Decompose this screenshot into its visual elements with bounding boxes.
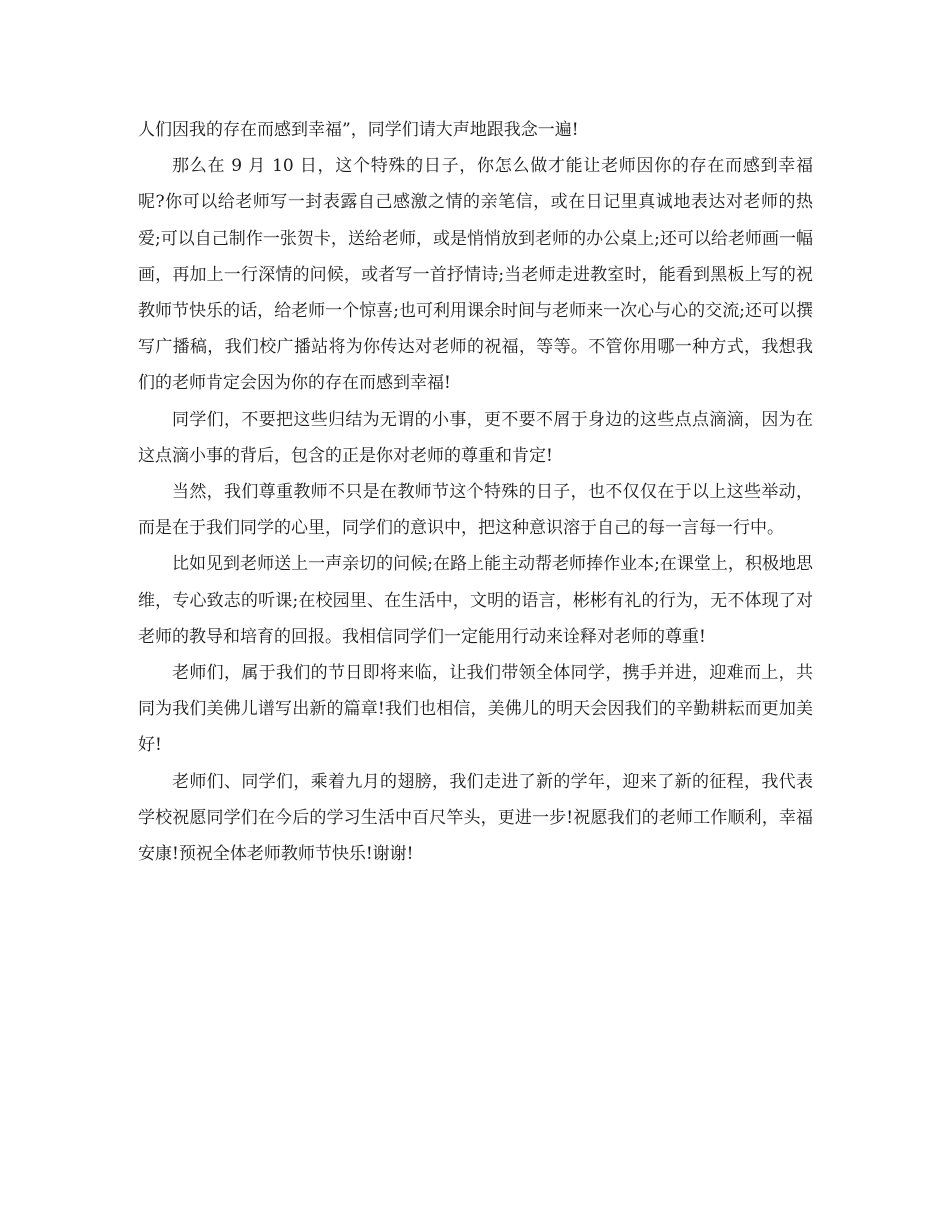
paragraph-2: 那么在 9 月 10 日，这个特殊的日子，你怎么做才能让老师因你的存在而感到幸福呢?你可以给老师写一封表露自己感激之情的亲笔信，或在日记里真诚地表达对老师的热爱;可以自己制作一张贺卡，送给老师，或是悄悄放到老师的办公桌上;还可以给老师画一幅画，再加上一行深情的问候，或者写一首抒情诗;当老师走进教室时，能看到黑板上写的祝教师节快乐的话，给老师一个惊喜;也可利用课余时间与老师来一次心与心的交流;还可以撰写广播稿，我们校广播站将为你传达对老师的祝福，等等。不管你用哪一种方式，我想我们的老师肯定会因为你的存在而感到幸福!	[138, 156, 813, 394]
document-body	[138, 112, 813, 872]
paragraph-1: 人们因我的存在而感到幸福”，同学们请大声地跟我念一遍!	[138, 120, 579, 140]
paragraph-3: 同学们，不要把这些归结为无谓的小事，更不要不屑于身边的这些点点滴滴，因为在这点滴小事的背后，包含的正是你对老师的尊重和肯定!	[138, 409, 813, 466]
paragraph-6: 老师们，属于我们的节日即将来临，让我们带领全体同学，携手并进，迎难而上，共同为我们美佛儿谱写出新的篇章!我们也相信，美佛儿的明天会因我们的辛勤耕耘而更加美好!	[138, 663, 813, 756]
paragraph-4: 当然，我们尊重教师不只是在教师节这个特殊的日子，也不仅仅在于以上这些举动，而是在于我们同学的心里，同学们的意识中，把这种意识溶于自己的每一言每一行中。	[138, 482, 813, 539]
paragraph-5: 比如见到老师送上一声亲切的问候;在路上能主动帮老师捧作业本;在课堂上，积极地思维，专心致志的听课;在校园里、在生活中，文明的语言，彬彬有礼的行为，无不体现了对老师的教导和培育的回报。我相信同学们一定能用行动来诠释对老师的尊重!	[138, 554, 813, 647]
paragraph-7: 老师们、同学们，乘着九月的翅膀，我们走进了新的学年，迎来了新的征程，我代表学校祝愿同学们在今后的学习生活中百尺竿头，更进一步!祝愿我们的老师工作顺利，幸福安康!预祝全体老师教师节快乐!谢谢!	[138, 771, 813, 865]
